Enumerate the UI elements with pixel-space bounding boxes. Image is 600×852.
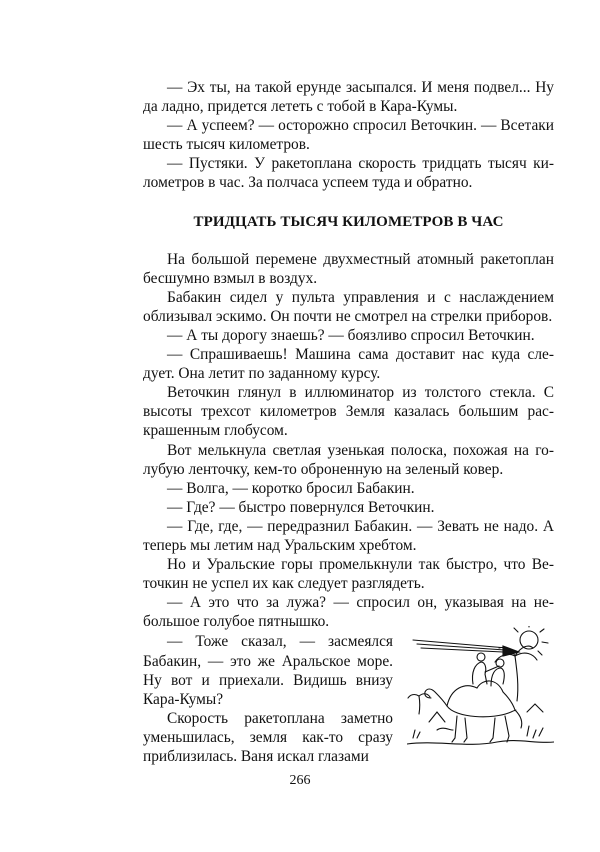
- paragraph: — Где, где, — передразнил Бабакин. — Зевать не надо. А теперь мы летим над Уральским хребтом.: [143, 517, 554, 554]
- paragraph: — Спрашиваешь! Машина сама доставит нас куда следует. Она летит по заданному курсу.: [143, 346, 554, 383]
- paragraph: — А успеем? — осторожно спросил Веточкин. — Всетаки шесть тысяч километров.: [143, 117, 554, 154]
- paragraph: — А это что за лужа? — спросил он, указывая на небольшое голубое пятнышко.: [143, 594, 554, 631]
- paragraph: Скорость ракетоплана заметно уменьшилась, земля как-то сразу приблизилась. Ваня искал глазами: [143, 709, 393, 765]
- paragraph: — Где? — быстро повернулся Веточкин.: [167, 498, 435, 516]
- paragraph: — А ты дорогу знаешь? — боязливо спросил Веточкин.: [167, 326, 535, 344]
- paragraph: — Пустяки. У ракетоплана скорость тридцать тысяч километров в час. За полчаса успеем туда и обратно.: [143, 155, 554, 192]
- side-text-column: [143, 632, 393, 766]
- illustrated-section: [143, 632, 554, 766]
- paragraph: Но и Уральские горы промелькнули так быстро, что Веточкин не успел их как следует разглядеть.: [143, 556, 554, 593]
- paragraph: Бабакин сидел у пульта управления и с наслаждением облизывал эскимо. Он почти не смотрел на стрелки приборов.: [143, 288, 554, 325]
- paragraph: Вот мелькнула светлая узенькая полоска, похожая на голубую ленточку, кем-то оброненную на зеленый ковер.: [143, 441, 554, 478]
- paragraph: — Эх ты, на такой ерунде засыпался. И меня подвел... Ну да ладно, придется лететь с тобой в Кара-Кумы.: [143, 79, 554, 116]
- paragraph: Веточкин глянул в иллюминатор из толстого стекла. С высоты трехсот километров Земля казалась большим раскрашенным глобусом.: [143, 384, 554, 440]
- chapter-heading: ТРИДЦАТЬ ТЫСЯЧ КИЛОМЕТРОВ В ЧАС: [193, 213, 504, 230]
- paragraph: — Волга, — коротко бросил Бабакин.: [167, 479, 415, 497]
- paragraph: — Тоже сказал, — засмеялся Бабакин, — это же Аральское море. Ну вот и приехали. Видишь внизу Кара-Кумы?: [143, 633, 393, 708]
- camel-desert-illustration: [407, 626, 554, 756]
- page-text: [143, 78, 554, 766]
- paragraph: На большой перемене двухместный атомный ракетоплан бесшумно взмыл в воздух.: [143, 250, 554, 287]
- page-number: 266: [289, 773, 311, 788]
- camel-rider-drawing: [407, 626, 554, 751]
